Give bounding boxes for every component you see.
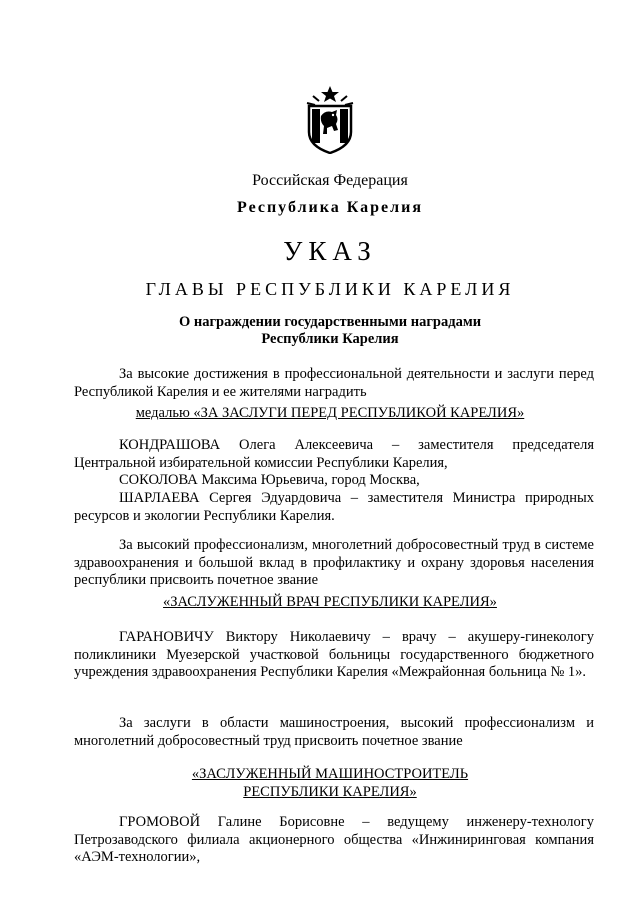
awardee-sokolov: СОКОЛОВА Максима Юрьевича, город Москва, — [119, 472, 420, 488]
republic-name: Республика Карелия — [237, 199, 423, 216]
award-title-doctor: «ЗАСЛУЖЕННЫЙ ВРАЧ РЕСПУБЛИКИ КАРЕЛИЯ» — [163, 594, 497, 610]
award-title-medal: медалью «ЗА ЗАСЛУГИ ПЕРЕД РЕСПУБЛИКОЙ КАРЕЛИЯ» — [135, 405, 525, 421]
document-subject — [0, 314, 640, 348]
award-title-engineer-line-2: РЕСПУБЛИКИ КАРЕЛИЯ» — [243, 783, 417, 800]
document-type: УКАЗ — [283, 236, 377, 266]
awardee-gromova: ГРОМОВОЙ Галине Борисовне – ведущему инженеру-технологу Петрозаводского филиала акционерного общества «Инжиниринговая компания «АЭМ-технологии», — [74, 814, 594, 865]
awardee-garanovich: ГАРАНОВИЧУ Виктору Николаевичу – врачу – акушеру-гинекологу поликлиники Муезерской участковой больницы государственного бюджетного учреждения здравоохранения Республики Карелия «Межрайонная больница № 1». — [74, 629, 594, 680]
award-title-engineer — [0, 766, 640, 801]
awardee-sharlaev: ШАРЛАЕВА Сергея Эдуардовича – заместителя Министра природных ресурсов и экологии Республики Карелия. — [74, 490, 594, 524]
honorary-title-paragraph-engineer: За заслуги в области машиностроения, высокий профессионализм и многолетний добросовестный труд присвоить почетное звание — [74, 715, 594, 749]
honorary-title-paragraph-doctor: За высокий профессионализм, многолетний добросовестный труд в системе здравоохранения и большой вклад в профилактику и охрану здоровья населения республики присвоить почетное звание — [74, 537, 594, 588]
coat-of-arms-icon — [303, 86, 357, 154]
country-name: Российская Федерация — [252, 172, 408, 189]
awardee-kondrashov: КОНДРАШОВА Олега Алексеевича – заместителя председателя Центральной избирательной комиссии Республики Карелия, — [74, 437, 594, 471]
subject-line-1: О награждении государственными наградами — [178, 314, 482, 330]
intro-paragraph: За высокие достижения в профессиональной деятельности и заслуги перед Республикой Карелия и ее жителями наградить — [74, 366, 594, 400]
subject-line-2: Республики Карелия — [261, 331, 399, 347]
award-title-engineer-line-1: «ЗАСЛУЖЕННЫЙ МАШИНОСТРОИТЕЛЬ — [191, 766, 469, 782]
issuer-title: ГЛАВЫ РЕСПУБЛИКИ КАРЕЛИЯ — [145, 279, 515, 299]
